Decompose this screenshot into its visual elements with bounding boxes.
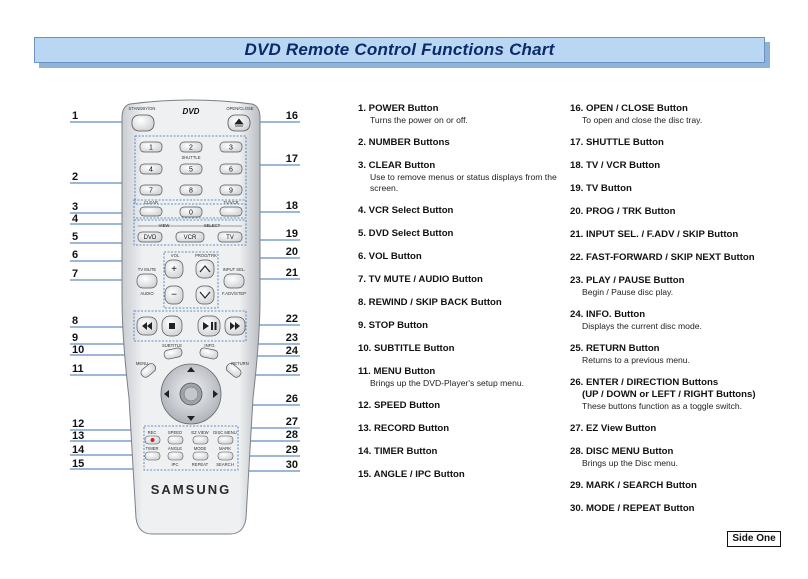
svg-text:9: 9 bbox=[229, 187, 233, 195]
shuttle-label: SHUTTLE bbox=[181, 155, 201, 161]
tv-mute-audio-button[interactable] bbox=[137, 274, 157, 288]
svg-text:8: 8 bbox=[189, 187, 193, 195]
callout-27: 27 bbox=[285, 416, 298, 428]
input-sel-button[interactable] bbox=[224, 274, 244, 288]
function-item: 18. TV / VCR Button bbox=[570, 160, 661, 171]
callout-18: 18 bbox=[285, 200, 298, 212]
callout-5: 5 bbox=[72, 231, 79, 243]
menu-label: MENU bbox=[135, 361, 149, 367]
vol-label: VOL bbox=[170, 253, 180, 259]
function-item: 29. MARK / SEARCH Button bbox=[570, 480, 697, 491]
clear-label: CLEAR bbox=[144, 200, 158, 206]
callout-13: 13 bbox=[72, 430, 85, 442]
brand-logo: SAMSUNG bbox=[150, 482, 232, 497]
svg-text:6: 6 bbox=[229, 166, 233, 174]
callout-15: 15 bbox=[72, 458, 85, 470]
speed-button[interactable] bbox=[168, 436, 183, 444]
tvvcr-label: TV/VCR bbox=[223, 200, 239, 206]
svg-text:3: 3 bbox=[229, 144, 233, 152]
fadvstep-label: F.ADV/STEP bbox=[222, 291, 246, 297]
clear-button[interactable] bbox=[140, 207, 162, 216]
function-item: 8. REWIND / SKIP BACK Button bbox=[358, 297, 502, 308]
callout-22: 22 bbox=[285, 313, 298, 325]
svg-text:TV: TV bbox=[226, 235, 234, 242]
mode-repeat-button[interactable] bbox=[193, 452, 208, 460]
callout-2: 2 bbox=[72, 171, 79, 183]
callout-16: 16 bbox=[285, 110, 298, 122]
function-item: 3. CLEAR Button Use to remove menus or status displays from the screen. bbox=[358, 160, 557, 193]
function-item: 10. SUBTITLE Button bbox=[358, 343, 455, 354]
callout-10: 10 bbox=[72, 344, 85, 356]
number-pad bbox=[140, 142, 242, 195]
function-item: 23. PLAY / PAUSE Button Begin / Pause disc play. bbox=[570, 275, 685, 297]
dvd-logo: DVD bbox=[182, 107, 200, 117]
callout-17: 17 bbox=[285, 153, 298, 165]
function-item: 12. SPEED Button bbox=[358, 400, 441, 411]
power-button[interactable] bbox=[132, 115, 154, 131]
callout-23: 23 bbox=[285, 332, 298, 344]
svg-text:4: 4 bbox=[149, 166, 153, 174]
function-item: 14. TIMER Button bbox=[358, 446, 438, 457]
angle-ipc-button[interactable] bbox=[168, 452, 183, 460]
callout-9: 9 bbox=[72, 332, 79, 344]
svg-text:−: − bbox=[171, 289, 177, 301]
callout-1: 1 bbox=[72, 110, 79, 122]
mark-search-button[interactable] bbox=[218, 452, 233, 460]
callout-25: 25 bbox=[285, 363, 298, 375]
callout-21: 21 bbox=[285, 267, 298, 279]
standby-label: STANDBY/ON bbox=[128, 106, 156, 112]
subtitle-label: SUBTITLE bbox=[161, 343, 183, 349]
function-item: 9. STOP Button bbox=[358, 320, 429, 331]
stop-icon bbox=[169, 323, 175, 329]
function-item: 7. TV MUTE / AUDIO Button bbox=[358, 274, 483, 285]
record-icon bbox=[151, 438, 155, 442]
svg-text:2: 2 bbox=[189, 144, 193, 152]
function-item: 28. DISC MENU Button Brings up the Disc menu. bbox=[570, 446, 679, 468]
function-item: 21. INPUT SEL. / F.ADV / SKIP Button bbox=[570, 229, 739, 240]
select-label: SELECT bbox=[203, 223, 221, 229]
callout-6: 6 bbox=[72, 249, 79, 261]
function-item: 26. ENTER / DIRECTION Buttons (UP / DOWN or LEFT / RIGHT Buttons) These buttons function as a toggle switch. bbox=[570, 377, 756, 411]
functions-right-column bbox=[570, 103, 790, 526]
callout-4: 4 bbox=[72, 213, 79, 225]
disc-menu-button[interactable] bbox=[218, 436, 233, 444]
function-item: 30. MODE / REPEAT Button bbox=[570, 503, 695, 514]
ez-view-button[interactable] bbox=[193, 436, 208, 444]
svg-text:7: 7 bbox=[149, 187, 153, 195]
callout-30: 30 bbox=[285, 459, 298, 471]
callout-11: 11 bbox=[72, 363, 84, 375]
timer-button[interactable] bbox=[145, 452, 160, 460]
angle-label: ANGLE bbox=[167, 446, 183, 452]
mode-label: MODE bbox=[193, 446, 207, 452]
function-item: 27. EZ View Button bbox=[570, 423, 657, 434]
side-label: Side One bbox=[727, 531, 781, 547]
function-item: 2. NUMBER Buttons bbox=[358, 137, 450, 148]
function-item: 13. RECORD Button bbox=[358, 423, 450, 434]
prog-up-button[interactable] bbox=[196, 260, 214, 278]
timer-label: TIMER bbox=[145, 446, 159, 452]
mark-label: MARK bbox=[218, 446, 232, 452]
ezview-label: EZ VIEW bbox=[191, 430, 209, 436]
function-item: 17. SHUTTLE Button bbox=[570, 137, 664, 148]
svg-text:1: 1 bbox=[149, 144, 153, 152]
ipc-label: IPC bbox=[171, 462, 179, 468]
svg-text:DVD: DVD bbox=[143, 235, 157, 242]
callout-8: 8 bbox=[72, 315, 79, 327]
search-label: SEARCH bbox=[216, 462, 234, 468]
svg-text:5: 5 bbox=[189, 166, 193, 174]
callout-19: 19 bbox=[285, 228, 298, 240]
speed-label: SPEED bbox=[167, 430, 183, 436]
discmenu-label: DISC MENU bbox=[213, 430, 237, 436]
remote-control bbox=[120, 98, 262, 536]
function-item: 16. OPEN / CLOSE Button To open and close the disc tray. bbox=[570, 103, 703, 125]
callout-29: 29 bbox=[285, 444, 298, 456]
callout-3: 3 bbox=[72, 201, 79, 213]
progtrk-label: PROG/TRK bbox=[195, 253, 217, 259]
callout-14: 14 bbox=[72, 444, 85, 456]
return-label: RETURN bbox=[231, 361, 249, 367]
function-item: 11. MENU Button Brings up the DVD-Player's setup menu. bbox=[358, 366, 525, 388]
svg-text:0: 0 bbox=[189, 209, 193, 217]
audio-label: AUDIO bbox=[140, 291, 154, 297]
tvmute-label: TV MUTE bbox=[137, 267, 157, 273]
repeat-label: REPEAT bbox=[191, 462, 209, 468]
svg-text:+: + bbox=[171, 264, 177, 276]
callout-7: 7 bbox=[72, 268, 79, 280]
function-item: 5. DVD Select Button bbox=[358, 228, 454, 239]
function-item: 22. FAST-FORWARD / SKIP NEXT Button bbox=[570, 252, 755, 263]
function-item: 15. ANGLE / IPC Button bbox=[358, 469, 465, 480]
function-item: 1. POWER Button Turns the power on or off. bbox=[358, 103, 468, 125]
function-item: 4. VCR Select Button bbox=[358, 205, 454, 216]
openclose-label: OPEN/CLOSE bbox=[226, 106, 254, 112]
callout-26: 26 bbox=[285, 393, 298, 405]
function-item: 6. VOL Button bbox=[358, 251, 422, 262]
prog-down-button[interactable] bbox=[196, 286, 214, 304]
rec-label: REC bbox=[147, 430, 157, 436]
function-item: 24. INFO. Button Displays the current disc mode. bbox=[570, 309, 702, 331]
callout-20: 20 bbox=[285, 246, 298, 258]
callout-28: 28 bbox=[285, 429, 298, 441]
inputsel-label: INPUT SEL. bbox=[222, 267, 246, 273]
function-item: 20. PROG / TRK Button bbox=[570, 206, 676, 217]
callout-24: 24 bbox=[285, 345, 298, 357]
view-label: VIEW bbox=[158, 223, 170, 229]
info-label: INFO. bbox=[204, 343, 216, 349]
function-item: 25. RETURN Button Returns to a previous menu. bbox=[570, 343, 690, 365]
callout-12: 12 bbox=[72, 418, 85, 430]
function-item: 19. TV Button bbox=[570, 183, 632, 194]
svg-text:VCR: VCR bbox=[183, 235, 197, 242]
tv-vcr-button[interactable] bbox=[220, 207, 242, 216]
functions-left-column bbox=[358, 103, 558, 492]
page-title: DVD Remote Control Functions Chart bbox=[244, 40, 555, 59]
